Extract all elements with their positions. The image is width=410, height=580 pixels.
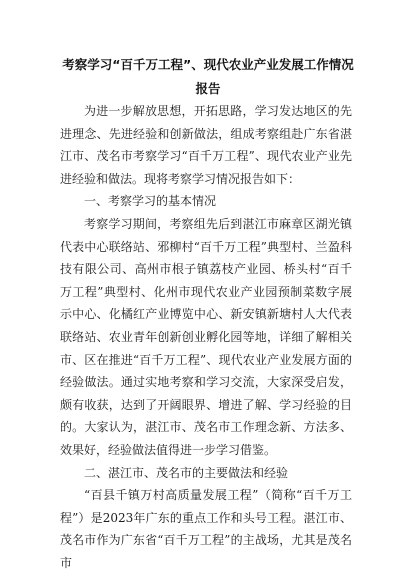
section-1-paragraph: 考察学习期间，考察组先后到湛江市麻章区湖光镇代表中心联络站、邪柳村“百千万工程”典型村、兰盈科技有限公司、高州市根子镇荔枝产业园、桥头村“百千万工程”典型村、化州市现代农业产业园预制菜数字展示中心、化橘红产业博览中心、新安镇新塘村人大代表联络站、农业青年创新创业孵化园等地，详细了解相关市、区在推进“百千万工程”、现代农业产业发展方面的经验做法。通过实地考察和学习交流，大家深受启发，颇有收获，达到了开阔眼界、增进了解、学习经验的目的。大家认为，湛江市、茂名市工作理念新、方法多、效果好，经验做法值得进一步学习借鉴。	[60, 216, 352, 457]
document-title: 考察学习“百千万工程”、现代农业产业发展工作情况报告	[62, 57, 354, 96]
section-2-paragraph: “百县千镇万村高质量发展工程”（简称“百千万工程”）是2023年广东的重点工作和头号工程。湛江市、茂名市作为广东省“百千万工程”的主战场，尤其是茂名市	[60, 488, 352, 570]
intro-paragraph: 为进一步解放思想，开拓思路，学习发达地区的先进理念、先进经验和创新做法，组成考察组赴广东省湛江市、茂名市考察学习“百千万工程”、现代农业产业先进经验和做法。现将考察学习情况报告如下：	[60, 104, 352, 186]
document-body	[60, 100, 352, 574]
section-1-heading: 一、考察学习的基本情况	[84, 194, 217, 209]
section-2-heading: 二、湛江市、茂名市的主要做法和经验	[84, 465, 289, 480]
